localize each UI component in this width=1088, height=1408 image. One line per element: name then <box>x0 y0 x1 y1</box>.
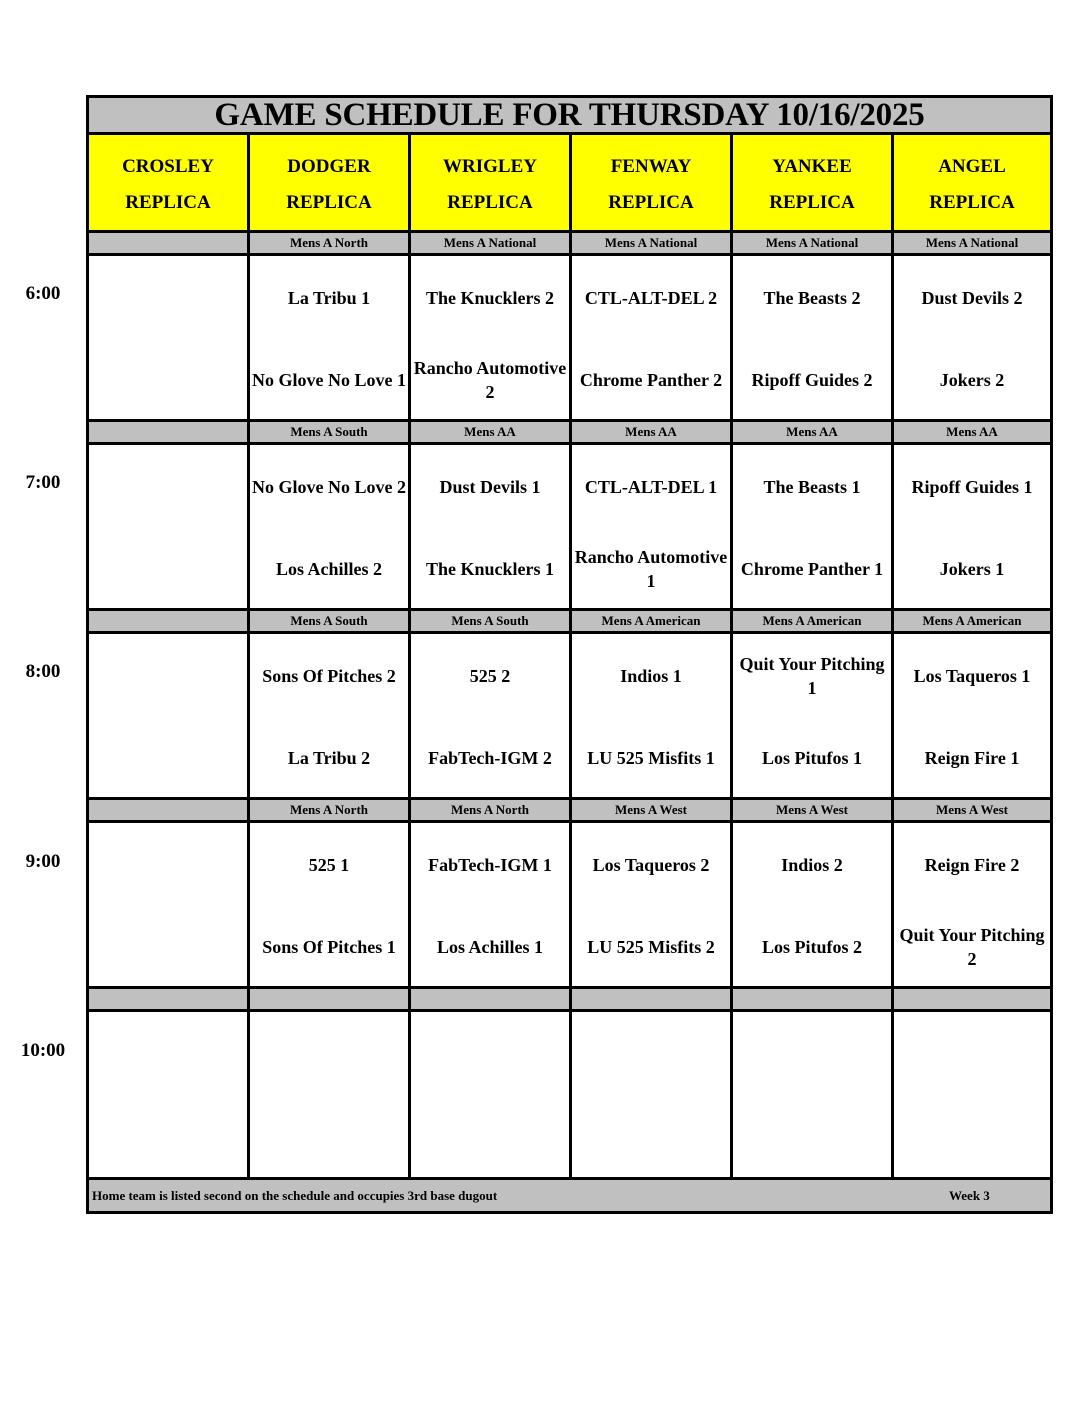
away-team <box>411 1012 569 1096</box>
away-team: The Beasts 1 <box>763 477 861 497</box>
division-label: Mens A National <box>572 233 733 253</box>
home-team: La Tribu 2 <box>287 747 371 768</box>
division-label <box>89 422 250 442</box>
home-team: LU 525 Misfits 1 <box>587 747 715 768</box>
game-row <box>89 634 1050 800</box>
away-team: Dust Devils 1 <box>439 477 541 497</box>
home-team: Los Achilles 2 <box>275 558 382 579</box>
schedule-footer <box>89 1180 1050 1211</box>
field-name: WRIGLEY <box>443 156 537 177</box>
division-label <box>894 989 1050 1009</box>
division-label: Mens A North <box>250 800 411 820</box>
division-label <box>250 989 411 1009</box>
home-team: Ripoff Guides 2 <box>751 369 873 390</box>
division-row <box>89 233 1050 256</box>
game-cell <box>894 634 1050 797</box>
away-team: Sons Of Pitches 2 <box>262 666 396 686</box>
division-label: Mens A South <box>250 611 411 631</box>
division-label <box>572 989 733 1009</box>
time-label: 8:00 <box>25 661 61 682</box>
away-team: The Beasts 2 <box>763 288 861 308</box>
home-team: FabTech-IGM 2 <box>428 747 552 768</box>
game-cell <box>894 1012 1050 1177</box>
home-team <box>411 1096 569 1175</box>
division-label: Mens AA <box>411 422 572 442</box>
division-row <box>89 422 1050 445</box>
field-subtitle: REPLICA <box>769 192 855 213</box>
home-team: Rancho Automotive 2 <box>413 357 567 402</box>
game-row <box>89 1012 1050 1180</box>
time-label: 7:00 <box>25 472 61 493</box>
division-label <box>89 611 250 631</box>
away-team: FabTech-IGM 1 <box>428 855 552 875</box>
field-subtitle: REPLICA <box>125 192 211 213</box>
game-row <box>89 445 1050 611</box>
away-team <box>572 1012 730 1096</box>
game-cell <box>572 823 733 986</box>
away-team <box>89 256 247 340</box>
home-team <box>89 340 247 419</box>
time-label: 6:00 <box>25 283 61 304</box>
division-label: Mens A National <box>411 233 572 253</box>
game-cell <box>89 634 250 797</box>
game-cell <box>572 256 733 419</box>
home-team <box>894 1096 1050 1175</box>
time-label: 9:00 <box>25 851 61 872</box>
game-cell <box>733 823 894 986</box>
home-team: Chrome Panther 1 <box>740 558 884 579</box>
field-header-angel <box>894 135 1050 230</box>
away-team <box>894 1012 1050 1096</box>
division-label: Mens AA <box>572 422 733 442</box>
division-label: Mens A American <box>894 611 1050 631</box>
home-team: LU 525 Misfits 2 <box>587 936 715 957</box>
game-cell <box>89 1012 250 1177</box>
away-team: Los Taqueros 1 <box>913 666 1031 686</box>
division-label: Mens AA <box>894 422 1050 442</box>
field-subtitle: REPLICA <box>608 192 694 213</box>
home-team <box>89 1096 247 1175</box>
away-team: CTL-ALT-DEL 1 <box>584 477 718 497</box>
game-cell <box>894 823 1050 986</box>
game-cell <box>572 1012 733 1177</box>
game-cell <box>733 1012 894 1177</box>
game-cell <box>572 445 733 608</box>
home-team <box>89 907 247 986</box>
division-label <box>89 233 250 253</box>
home-team: Los Achilles 1 <box>436 936 543 957</box>
game-cell <box>733 256 894 419</box>
home-team: Los Pitufos 2 <box>761 936 862 957</box>
away-team: Dust Devils 2 <box>921 288 1023 308</box>
field-subtitle: REPLICA <box>929 192 1015 213</box>
home-team: Los Pitufos 1 <box>761 747 862 768</box>
time-slots <box>89 233 1050 1180</box>
game-cell <box>733 445 894 608</box>
game-cell <box>733 634 894 797</box>
field-header-dodger <box>250 135 411 230</box>
game-cell <box>250 256 411 419</box>
division-label: Mens A American <box>733 611 894 631</box>
away-team <box>89 1012 247 1096</box>
away-team: CTL-ALT-DEL 2 <box>584 288 718 308</box>
schedule-title: GAME SCHEDULE FOR THURSDAY 10/16/2025 <box>89 98 1050 135</box>
away-team <box>733 1012 891 1096</box>
field-header-row <box>89 135 1050 233</box>
home-team <box>572 1096 730 1175</box>
game-row <box>89 256 1050 422</box>
game-cell <box>89 256 250 419</box>
division-label: Mens A West <box>733 800 894 820</box>
home-team: Jokers 2 <box>939 369 1005 390</box>
home-team <box>733 1096 891 1175</box>
game-cell <box>411 823 572 986</box>
week-label: Week 3 <box>949 1188 990 1203</box>
division-row <box>89 989 1050 1012</box>
field-name: YANKEE <box>772 156 852 177</box>
away-team: The Knucklers 2 <box>425 288 554 308</box>
division-label: Mens A National <box>894 233 1050 253</box>
away-team: Ripoff Guides 1 <box>911 477 1033 497</box>
game-cell <box>250 634 411 797</box>
away-team: Indios 1 <box>620 666 682 686</box>
division-label <box>411 989 572 1009</box>
game-cell <box>411 256 572 419</box>
away-team: 525 2 <box>469 666 511 686</box>
field-header-yankee <box>733 135 894 230</box>
game-cell <box>250 1012 411 1177</box>
game-cell <box>89 823 250 986</box>
away-team <box>89 823 247 907</box>
game-cell <box>250 823 411 986</box>
field-name: CROSLEY <box>122 156 214 177</box>
field-header-wrigley <box>411 135 572 230</box>
division-label: Mens A North <box>250 233 411 253</box>
field-subtitle: REPLICA <box>286 192 372 213</box>
division-label: Mens A South <box>411 611 572 631</box>
field-header-crosley <box>89 135 250 230</box>
field-subtitle: REPLICA <box>447 192 533 213</box>
home-team: The Knucklers 1 <box>425 558 554 579</box>
away-team: 525 1 <box>308 855 350 875</box>
field-name: FENWAY <box>610 156 692 177</box>
game-cell <box>250 445 411 608</box>
away-team <box>89 445 247 529</box>
game-row <box>89 823 1050 989</box>
division-label <box>89 989 250 1009</box>
home-team: Jokers 1 <box>939 558 1005 579</box>
division-label: Mens A South <box>250 422 411 442</box>
time-label: 10:00 <box>20 1040 66 1061</box>
field-header-fenway <box>572 135 733 230</box>
home-team <box>89 718 247 797</box>
home-team: Quit Your Pitching 2 <box>899 924 1045 969</box>
game-cell <box>572 634 733 797</box>
away-team: Indios 2 <box>781 855 843 875</box>
away-team: No Glove No Love 2 <box>252 477 406 497</box>
schedule-table <box>86 95 1053 1214</box>
game-cell <box>894 445 1050 608</box>
division-label: Mens A American <box>572 611 733 631</box>
away-team: Reign Fire 2 <box>924 855 1020 875</box>
home-team: Sons Of Pitches 1 <box>262 936 396 957</box>
division-label: Mens A North <box>411 800 572 820</box>
game-cell <box>894 256 1050 419</box>
division-row <box>89 800 1050 823</box>
division-label <box>89 800 250 820</box>
game-cell <box>411 1012 572 1177</box>
home-team: Reign Fire 1 <box>924 747 1020 768</box>
away-team <box>250 1012 408 1096</box>
division-label: Mens AA <box>733 422 894 442</box>
division-label: Mens A West <box>894 800 1050 820</box>
field-name: ANGEL <box>938 156 1006 177</box>
game-cell <box>411 445 572 608</box>
home-team: Chrome Panther 2 <box>579 369 723 390</box>
away-team: La Tribu 1 <box>287 288 371 308</box>
division-label <box>733 989 894 1009</box>
away-team <box>89 634 247 718</box>
home-team-note: Home team is listed second on the schedule and occupies 3rd base dugout <box>92 1188 498 1203</box>
division-label: Mens A West <box>572 800 733 820</box>
division-row <box>89 611 1050 634</box>
home-team: Rancho Automotive 1 <box>574 546 728 591</box>
home-team <box>89 529 247 608</box>
game-cell <box>89 445 250 608</box>
home-team <box>250 1096 408 1175</box>
field-name: DODGER <box>287 156 371 177</box>
away-team: Los Taqueros 2 <box>592 855 710 875</box>
division-label: Mens A National <box>733 233 894 253</box>
away-team: Quit Your Pitching 1 <box>739 654 885 698</box>
home-team: No Glove No Love 1 <box>252 369 406 390</box>
game-cell <box>411 634 572 797</box>
